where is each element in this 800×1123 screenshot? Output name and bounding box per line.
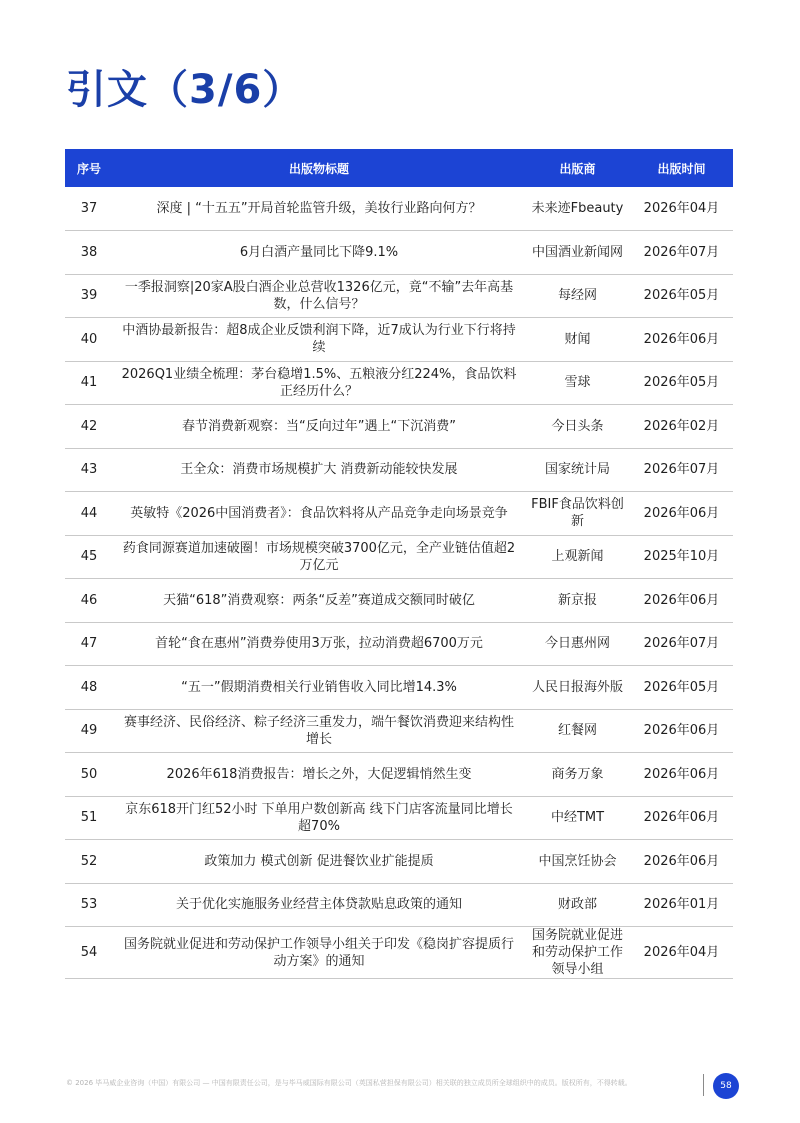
cell-publisher: 人民日报海外版 [525,666,630,710]
table-row [65,274,733,318]
table-row [65,840,733,884]
header-publisher: 出版商 [525,149,630,187]
table-row [65,622,733,666]
cell-no: 43 [65,448,113,492]
table-row [65,927,733,979]
cell-date: 2026年07月 [630,231,733,275]
header-row [65,149,733,187]
cell-title: 一季报洞察|20家A股白酒企业总营收1326亿元，竟“不输”去年高基数，什么信号？ [113,274,525,318]
cell-date: 2026年07月 [630,622,733,666]
cell-publisher: 雪球 [525,361,630,405]
cell-date: 2026年05月 [630,666,733,710]
table-body [65,187,733,979]
cell-publisher: 上观新闻 [525,535,630,579]
header-date: 出版时间 [630,149,733,187]
cell-date: 2026年02月 [630,405,733,449]
header-title: 出版物标题 [113,149,525,187]
cell-publisher: FBIF食品饮料创新 [525,492,630,536]
cell-date: 2025年10月 [630,535,733,579]
cell-no: 53 [65,883,113,927]
cell-title: 中酒协最新报告：超8成企业反馈利润下降，近7成认为行业下行将持续 [113,318,525,362]
page-title: 引文（3/6） [66,67,304,113]
cell-publisher: 新京报 [525,579,630,623]
table-row [65,231,733,275]
cell-publisher: 今日头条 [525,405,630,449]
cell-no: 48 [65,666,113,710]
table-row [65,535,733,579]
cell-publisher: 财闻 [525,318,630,362]
cell-publisher: 国家统计局 [525,448,630,492]
references-table [65,149,733,979]
footer-copyright: © 2026 毕马威企业咨询（中国）有限公司 — 中国有限责任公司，是与毕马威国际有限公司（英国私营担保有限公司）相关联的独立成员所全球组织中的成员。版权所有，不得转载。 [66,1079,632,1087]
table-row [65,448,733,492]
header-no: 序号 [65,149,113,187]
cell-title: 2026Q1业绩全梳理：茅台稳增1.5%、五粮液分红224%，食品饮料正经历什么？ [113,361,525,405]
cell-date: 2026年06月 [630,709,733,753]
footer-divider [703,1074,704,1096]
page-number-badge: 58 [713,1073,739,1099]
cell-title: 春节消费新观察：当“反向过年”遇上“下沉消费” [113,405,525,449]
cell-publisher: 未来迹Fbeauty [525,187,630,231]
cell-title: 2026年618消费报告：增长之外，大促逻辑悄然生变 [113,753,525,797]
cell-publisher: 中国酒业新闻网 [525,231,630,275]
cell-no: 41 [65,361,113,405]
cell-date: 2026年06月 [630,840,733,884]
table-row [65,883,733,927]
cell-publisher: 国务院就业促进和劳动保护工作领导小组 [525,927,630,979]
cell-no: 51 [65,796,113,840]
table-row [65,666,733,710]
cell-no: 52 [65,840,113,884]
cell-title: “五一”假期消费相关行业销售收入同比增14.3% [113,666,525,710]
cell-no: 49 [65,709,113,753]
table-row [65,796,733,840]
cell-date: 2026年05月 [630,361,733,405]
table-header [65,149,733,187]
cell-no: 46 [65,579,113,623]
cell-no: 42 [65,405,113,449]
cell-no: 37 [65,187,113,231]
cell-date: 2026年01月 [630,883,733,927]
table-row [65,579,733,623]
cell-title: 赛事经济、民俗经济、粽子经济三重发力，端午餐饮消费迎来结构性增长 [113,709,525,753]
cell-publisher: 财政部 [525,883,630,927]
cell-date: 2026年06月 [630,318,733,362]
table-row [65,318,733,362]
cell-publisher: 中国烹饪协会 [525,840,630,884]
cell-date: 2026年06月 [630,796,733,840]
table-row [65,753,733,797]
cell-no: 44 [65,492,113,536]
cell-publisher: 商务万象 [525,753,630,797]
cell-title: 国务院就业促进和劳动保护工作领导小组关于印发《稳岗扩容提质行动方案》的通知 [113,927,525,979]
cell-title: 深度 | “十五五”开局首轮监管升级，美妆行业路向何方？ [113,187,525,231]
table-row [65,361,733,405]
cell-publisher: 每经网 [525,274,630,318]
cell-no: 38 [65,231,113,275]
cell-publisher: 今日惠州网 [525,622,630,666]
cell-title: 天猫“618”消费观察：两条“反差”赛道成交额同时破亿 [113,579,525,623]
cell-no: 45 [65,535,113,579]
cell-title: 关于优化实施服务业经营主体贷款贴息政策的通知 [113,883,525,927]
cell-no: 47 [65,622,113,666]
cell-title: 首轮“食在惠州”消费券使用3万张，拉动消费超6700万元 [113,622,525,666]
cell-date: 2026年06月 [630,753,733,797]
cell-title: 政策加力 模式创新 促进餐饮业扩能提质 [113,840,525,884]
table-row [65,405,733,449]
table-row [65,709,733,753]
cell-date: 2026年05月 [630,274,733,318]
cell-title: 英敏特《2026中国消费者》：食品饮料将从产品竞争走向场景竞争 [113,492,525,536]
cell-date: 2026年06月 [630,492,733,536]
cell-no: 50 [65,753,113,797]
cell-publisher: 红餐网 [525,709,630,753]
table-row [65,492,733,536]
cell-title: 6月白酒产量同比下降9.1% [113,231,525,275]
table-row [65,187,733,231]
cell-title: 京东618开门红52小时 下单用户数创新高 线下门店客流量同比增长超70% [113,796,525,840]
cell-no: 40 [65,318,113,362]
cell-no: 39 [65,274,113,318]
cell-date: 2026年04月 [630,927,733,979]
cell-publisher: 中经TMT [525,796,630,840]
cell-date: 2026年07月 [630,448,733,492]
cell-title: 药食同源赛道加速破圈！市场规模突破3700亿元，全产业链估值超2万亿元 [113,535,525,579]
cell-title: 王全众：消费市场规模扩大 消费新动能较快发展 [113,448,525,492]
cell-date: 2026年06月 [630,579,733,623]
cell-no: 54 [65,927,113,979]
cell-date: 2026年04月 [630,187,733,231]
